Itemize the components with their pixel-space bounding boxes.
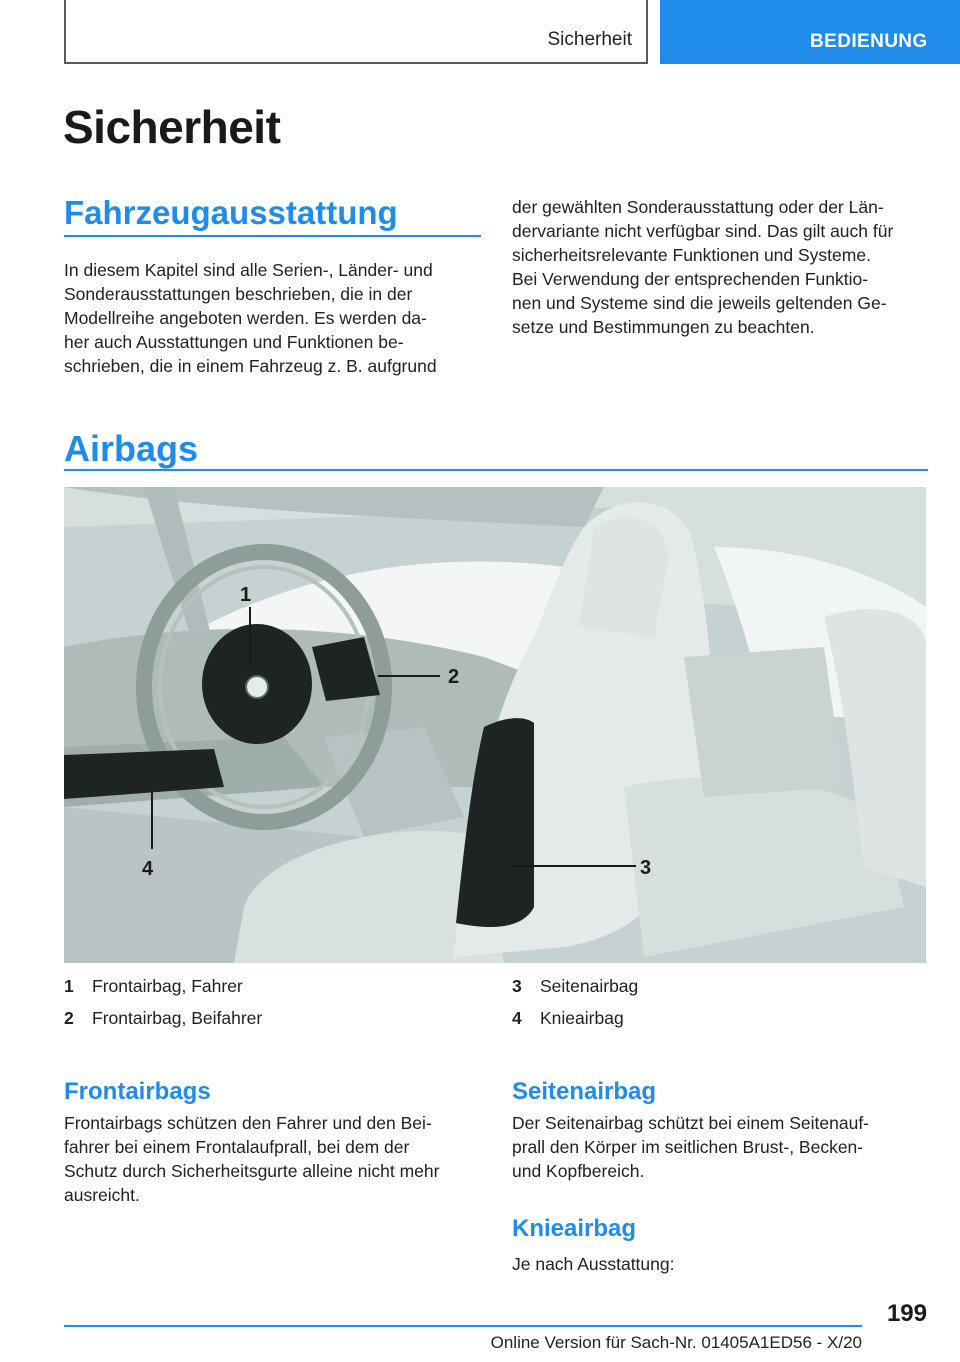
text-line: prall den Körper im seitlichen Brust-, Becken- <box>512 1137 864 1157</box>
legend-item <box>512 1008 624 1029</box>
text-line: ausreicht. <box>64 1185 140 1205</box>
text-line: In diesem Kapitel sind alle Serien-, Länder- und <box>64 260 433 280</box>
text-line: setze und Bestimmungen zu beachten. <box>512 317 815 337</box>
text-line: der gewählten Sonderausstattung oder der Län- <box>512 197 884 217</box>
seitenairbag-paragraph <box>512 1111 932 1183</box>
header-chapter-label: BEDIENUNG <box>810 31 928 52</box>
text-line: schrieben, die in einem Fahrzeug z. B. aufgrund <box>64 356 437 376</box>
legend-label: Knieairbag <box>540 1008 624 1028</box>
page-title: Sicherheit <box>63 101 281 153</box>
page-number: 199 <box>886 1300 927 1327</box>
header-section-label: Sicherheit <box>547 29 632 50</box>
header-section-tab <box>64 0 648 64</box>
text-line: nen und Systeme sind die jeweils geltenden Ge- <box>512 293 887 313</box>
text-line: und Kopfbereich. <box>512 1161 645 1181</box>
heading-fahrzeugausstattung: Fahrzeugausstattung <box>64 194 398 231</box>
heading-airbags: Airbags <box>64 428 199 469</box>
intro-paragraph-col1 <box>64 258 484 378</box>
text-line: Schutz durch Sicherheitsgurte alleine nicht mehr <box>64 1161 440 1181</box>
legend-item <box>64 976 243 997</box>
legend-number: 3 <box>512 976 522 996</box>
heading-seitenairbag: Seitenairbag <box>512 1078 657 1105</box>
text-line: dervariante nicht verfügbar sind. Das gilt auch für <box>512 221 894 241</box>
legend-item <box>64 1008 262 1029</box>
heading-knieairbag: Knieairbag <box>512 1215 637 1242</box>
text-line: her auch Ausstattungen und Funktionen be- <box>64 332 404 352</box>
callout-2: 2 <box>448 666 460 688</box>
heading-rule <box>64 235 481 237</box>
text-line: Der Seitenairbag schützt bei einem Seitenauf- <box>512 1113 870 1133</box>
frontairbags-paragraph <box>64 1111 494 1207</box>
text-line: Modellreihe angeboten werden. Es werden da- <box>64 308 427 328</box>
legend-label: Frontairbag, Beifahrer <box>92 1008 263 1028</box>
footer-version-text: Online Version für Sach-Nr. 01405A1ED56 - X/20 <box>490 1333 862 1352</box>
text-line: Je nach Ausstattung: <box>512 1254 675 1274</box>
legend-label: Frontairbag, Fahrer <box>92 976 243 996</box>
callout-1: 1 <box>240 584 252 606</box>
legend-label: Seitenairbag <box>540 976 639 996</box>
callout-3: 3 <box>640 857 652 879</box>
knieairbag-paragraph <box>512 1252 932 1276</box>
text-line: Sonderausstattungen beschrieben, die in der <box>64 284 413 304</box>
airbag-illustration <box>64 487 926 963</box>
header-chapter-tab <box>660 0 960 64</box>
heading-frontairbags: Frontairbags <box>64 1078 211 1105</box>
legend-item <box>512 976 638 997</box>
text-line: Frontairbags schützen den Fahrer und den Bei- <box>64 1113 432 1133</box>
legend-number: 4 <box>512 1008 522 1028</box>
heading-rule <box>64 469 928 471</box>
text-line: Bei Verwendung der entsprechenden Funktio- <box>512 269 869 289</box>
intro-paragraph-col2 <box>512 195 932 339</box>
text-line: sicherheitsrelevante Funktionen und Systeme. <box>512 245 871 265</box>
legend-number: 1 <box>64 976 74 996</box>
callout-4: 4 <box>142 858 154 880</box>
footer-rule <box>64 1325 862 1327</box>
text-line: fahrer bei einem Frontalaufprall, bei dem der <box>64 1137 410 1157</box>
legend-number: 2 <box>64 1008 74 1028</box>
